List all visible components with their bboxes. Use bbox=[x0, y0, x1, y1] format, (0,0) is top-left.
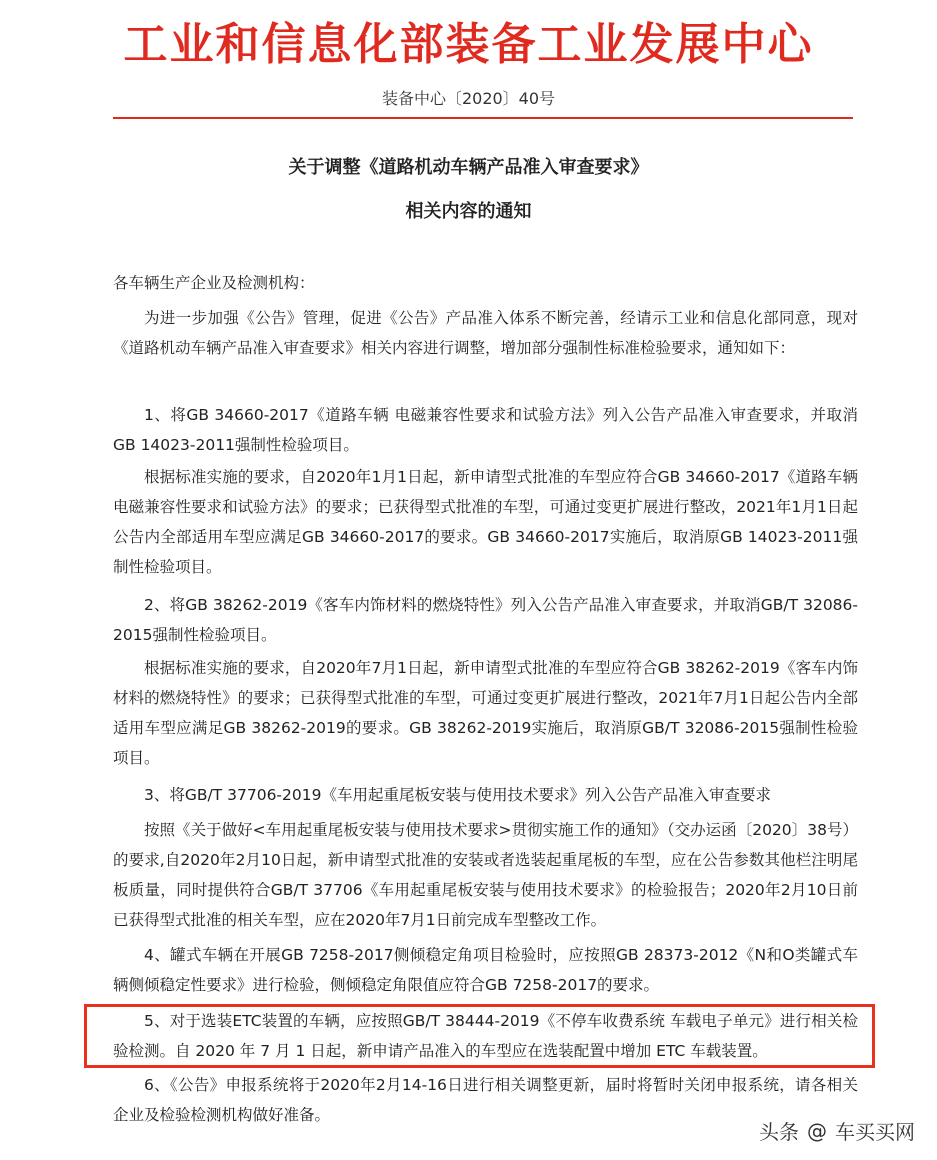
notice-title-line1: 关于调整《道路机动车辆产品准入审查要求》 bbox=[288, 157, 649, 178]
org-title: 工业和信息化部装备工业发展中心 bbox=[123, 19, 814, 70]
red-divider bbox=[113, 117, 853, 119]
watermark-author: 车买买网 bbox=[835, 1120, 915, 1144]
item-5: 5、对于选装ETC装置的车辆，应按照GB/T 38444-2019《不停车收费系统 车载电子单元》进行相关检验检测。自 2020 年 7 月 1 日起，新申请产品准入的车型应在选装配置中增加 ETC 车载装置。 bbox=[113, 1012, 858, 1060]
at-icon: @ bbox=[807, 1118, 827, 1143]
watermark bbox=[759, 1116, 915, 1145]
item-6: 6、《公告》申报系统将于2020年2月14-16日进行相关调整更新，届时将暂时关闭申报系统，请各相关企业及检验检测机构做好准备。 bbox=[113, 1076, 858, 1124]
watermark-source: 头条 bbox=[759, 1120, 799, 1144]
intro-paragraph: 为进一步加强《公告》管理，促进《公告》产品准入体系不断完善，经请示工业和信息化部同意，现对《道路机动车辆产品准入审查要求》相关内容进行调整，增加部分强制性标准检验要求，通知如下： bbox=[113, 309, 858, 357]
item-4: 4、罐式车辆在开展GB 7258-2017侧倾稳定角项目检验时，应按照GB 28373-2012《N和O类罐式车辆侧倾稳定性要求》进行检验，侧倾稳定角限值应符合GB 7258-2017的要求。 bbox=[113, 946, 858, 994]
item-2: 2、将GB 38262-2019《客车内饰材料的燃烧特性》列入公告产品准入审查要求，并取消GB/T 32086-2015强制性检验项目。 bbox=[113, 596, 858, 644]
item-3-detail: 按照《关于做好<车用起重尾板安装与使用技术要求>贯彻实施工作的通知》（交办运函〔2020〕38号）的要求,自2020年2月10日起，新申请型式批准的安装或者选装起重尾板的车型，应在公告参数其他栏注明尾板质量，同时提供符合GB/T 37706《车用起重尾板安装与使用技术要求》的检验报告；2020年2月10日前已获得型式批准的相关车型，应在2020年7月1日前完成车型整改工作。 bbox=[113, 821, 858, 929]
salutation: 各车辆生产企业及检测机构： bbox=[113, 274, 315, 292]
item-1-detail: 根据标准实施的要求，自2020年1月1日起，新申请型式批准的车型应符合GB 34660-2017《道路车辆 电磁兼容性要求和试验方法》的要求；已获得型式批准的车型，可通过变更扩展进行整改，2021年1月1日起公告内全部适用车型应满足GB 34660-2017的要求。GB 34660-2017实施后，取消原GB 14023-2011强制性检验项目。 bbox=[113, 468, 858, 576]
notice-title-line2: 相关内容的通知 bbox=[405, 201, 532, 222]
document-number: 装备中心〔2020〕40号 bbox=[381, 89, 556, 108]
item-2-detail: 根据标准实施的要求，自2020年7月1日起，新申请型式批准的车型应符合GB 38262-2019《客车内饰材料的燃烧特性》的要求；已获得型式批准的车型，可通过变更扩展进行整改，2021年7月1日起公告内全部适用车型应满足GB 38262-2019的要求。GB 38262-2019实施后，取消原GB/T 32086-2015强制性检验项目。 bbox=[113, 659, 858, 767]
item-3: 3、将GB/T 37706-2019《车用起重尾板安装与使用技术要求》列入公告产品准入审查要求 bbox=[144, 786, 771, 804]
item-1: 1、将GB 34660-2017《道路车辆 电磁兼容性要求和试验方法》列入公告产品准入审查要求，并取消GB 14023-2011强制性检验项目。 bbox=[113, 406, 858, 454]
